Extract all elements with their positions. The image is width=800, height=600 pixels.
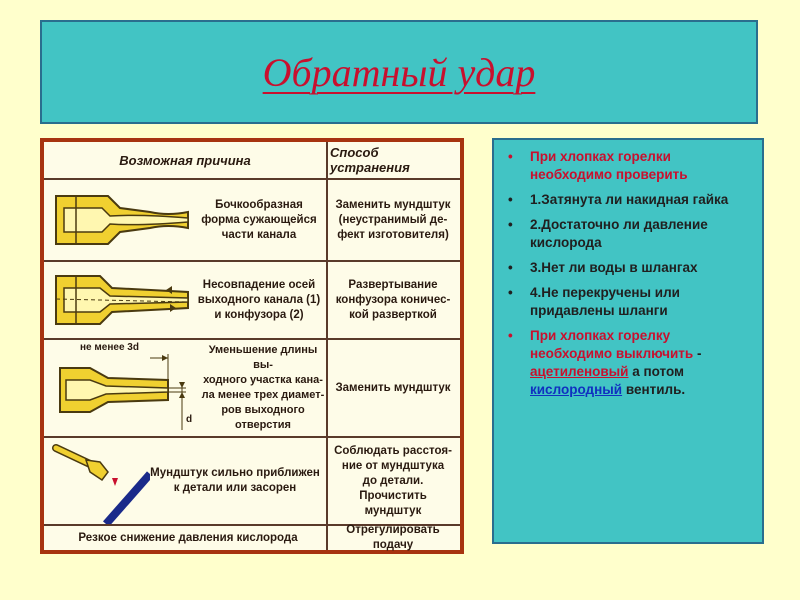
torch-workpiece-illustration [50,438,150,524]
dimension-note: не менее 3d [80,342,139,353]
troubleshooting-table [40,138,464,554]
oxygen-valve-link[interactable]: кислородный [530,382,623,397]
shutdown-suffix: вентиль. [622,382,686,397]
reason-text: Несовпадение осей выходного канала (1) и конфузора (2) [197,278,321,321]
table-header-row [44,142,460,178]
list-item: • 4.Не перекручены или придавлены шланги [504,284,754,320]
list-item-shutdown [504,327,754,399]
shutdown-dash: - [693,346,702,361]
table-body [44,142,460,550]
diameter-label: d [186,414,193,425]
list-item: • 2.Достаточно ли давление кислорода [504,216,754,252]
nozzle-misalignment-illustration [50,262,194,338]
table-footer-row [44,524,460,550]
nozzle-length-illustration [50,340,194,436]
page-title: Обратный удар [262,49,536,95]
fix-text: Соблюдать расстоя- ние от мундштука до детали. Прочистить мундштук [334,444,452,517]
fix-text: Развертывание конфузора коничес- кой разверткой [335,278,451,321]
fix-text: Отрегулировать подачу [346,524,440,551]
nozzle-barrel-illustration [50,180,194,260]
checklist [504,148,754,399]
list-item: • 3.Нет ли воды в шлангах [504,259,754,277]
title-banner [40,20,758,124]
fix-text: Заменить мундштук (неустранимый де- фект изготовителя) [335,198,451,241]
header-fix: Способ устранения [330,145,410,175]
table-row [44,436,460,524]
acetylene-valve-link[interactable]: ацетиленовый [530,364,629,379]
checklist-panel [492,138,764,544]
shutdown-text: При хлопках горелку необходимо выключить [530,328,694,361]
reason-text: Уменьшение длины вы- ходного участка кана- ла менее трех диамет- ров выходного отверстия [201,344,325,431]
list-item: • 1.Затянута ли накидная гайка [504,191,754,209]
table-row [44,338,460,436]
table-row [44,178,460,260]
reason-text: Бочкообразная форма сужающейся части канала [201,198,317,241]
reason-text: Мундштук сильно приближен к детали или засорен [150,467,320,494]
header-reason: Возможная причина [119,152,251,168]
fix-text: Заменить мундштук [335,381,451,394]
table-row [44,260,460,338]
shutdown-then: а потом [628,364,685,379]
list-item: • При хлопках горелки необходимо проверить [504,148,754,184]
reason-text: Резкое снижение давления кислорода [78,532,298,544]
